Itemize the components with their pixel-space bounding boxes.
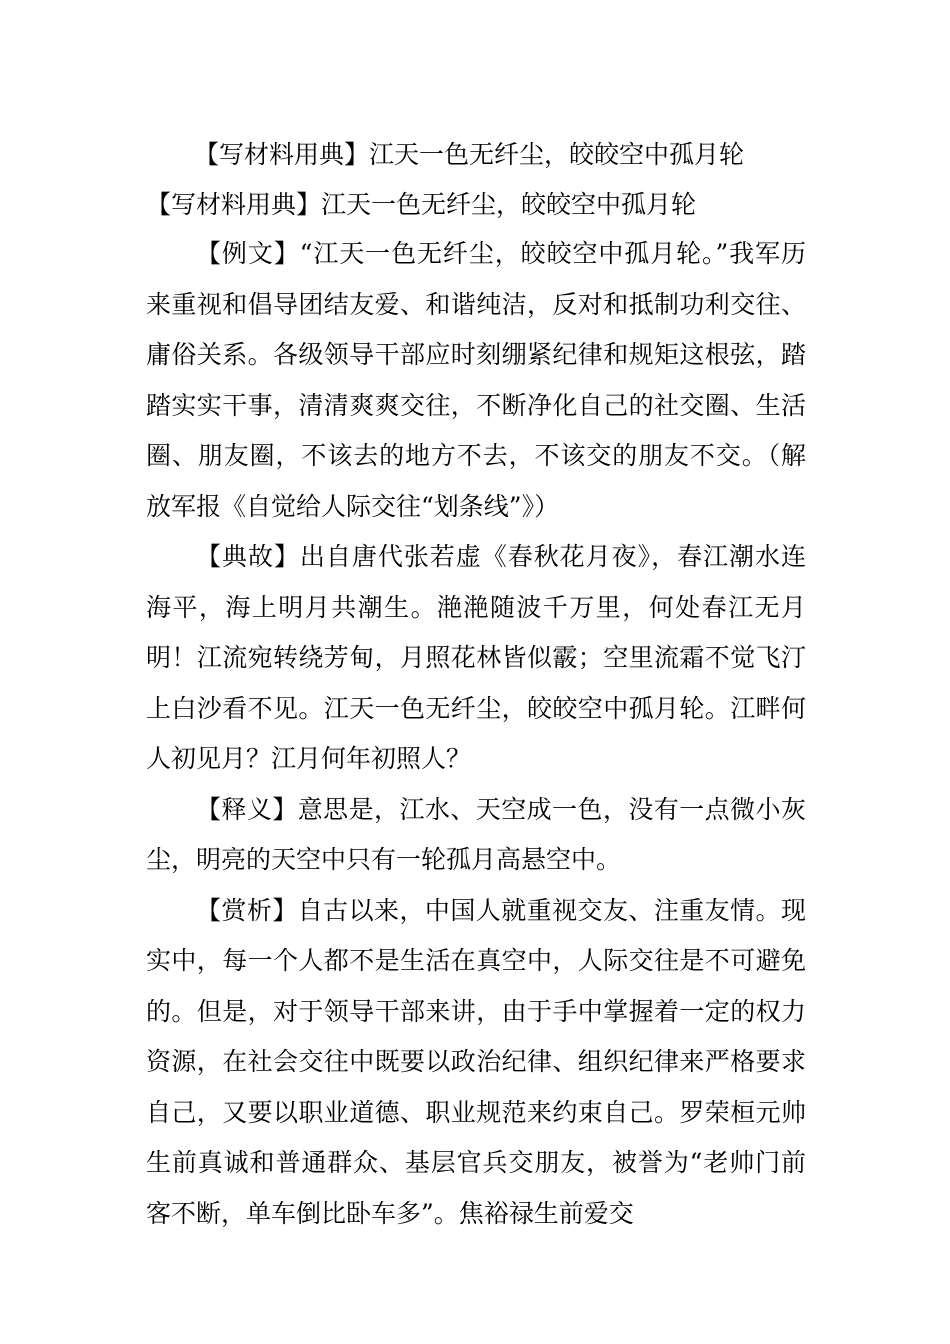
paragraph-appreciation: 【赏析】自古以来，中国人就重视交友、注重友情。现实中，每一个人都不是生活在真空中，人际交往是不可避免的。但是，对于领导干部来讲，由于手中掌握着一定的权力资源，在社会交往中既要以政治纪律、组织纪律来严格要求自己，又要以职业道德、职业规范来约束自己。罗荣桓元帅生前真诚和普通群众、基层官兵交朋友，被誉为“老帅门前客不断，单车倒比卧车多”。焦裕禄生前爱交 [146,895,806,1228]
paragraph-allusion: 【典故】出自唐代张若虚《春秋花月夜》，春江潮水连海平，海上明月共潮生。滟滟随波千万里，何处春江无月明！江流宛转绕芳甸，月照花林皆似霰；空里流霜不觉飞汀上白沙看不见。江天一色无纤尘，皎皎空中孤月轮。江畔何人初见月？江月何年初照人？ [146,542,806,773]
document-title: 【写材料用典】江天一色无纤尘，皎皎空中孤月轮 [194,140,745,169]
paragraph-meaning: 【释义】意思是，江水、天空成一色，没有一点微小灰尘，明亮的天空中只有一轮孤月高悬空中。 [146,794,806,874]
document-body [146,229,806,1239]
paragraph-example: 【例文】“江天一色无纤尘，皎皎空中孤月轮。”我军历来重视和倡导团结友爱、和谐纯洁，反对和抵制功利交往、庸俗关系。各级领导干部应时刻绷紧纪律和规矩这根弦，踏踏实实干事，清清爽爽交往，不断净化自己的社交圈、生活圈、朋友圈，不该去的地方不去，不该交的朋友不交。（解放军报《自觉给人际交往“划条线”》） [146,239,806,521]
document-subtitle: 【写材料用典】江天一色无纤尘，皎皎空中孤月轮 [146,190,697,219]
